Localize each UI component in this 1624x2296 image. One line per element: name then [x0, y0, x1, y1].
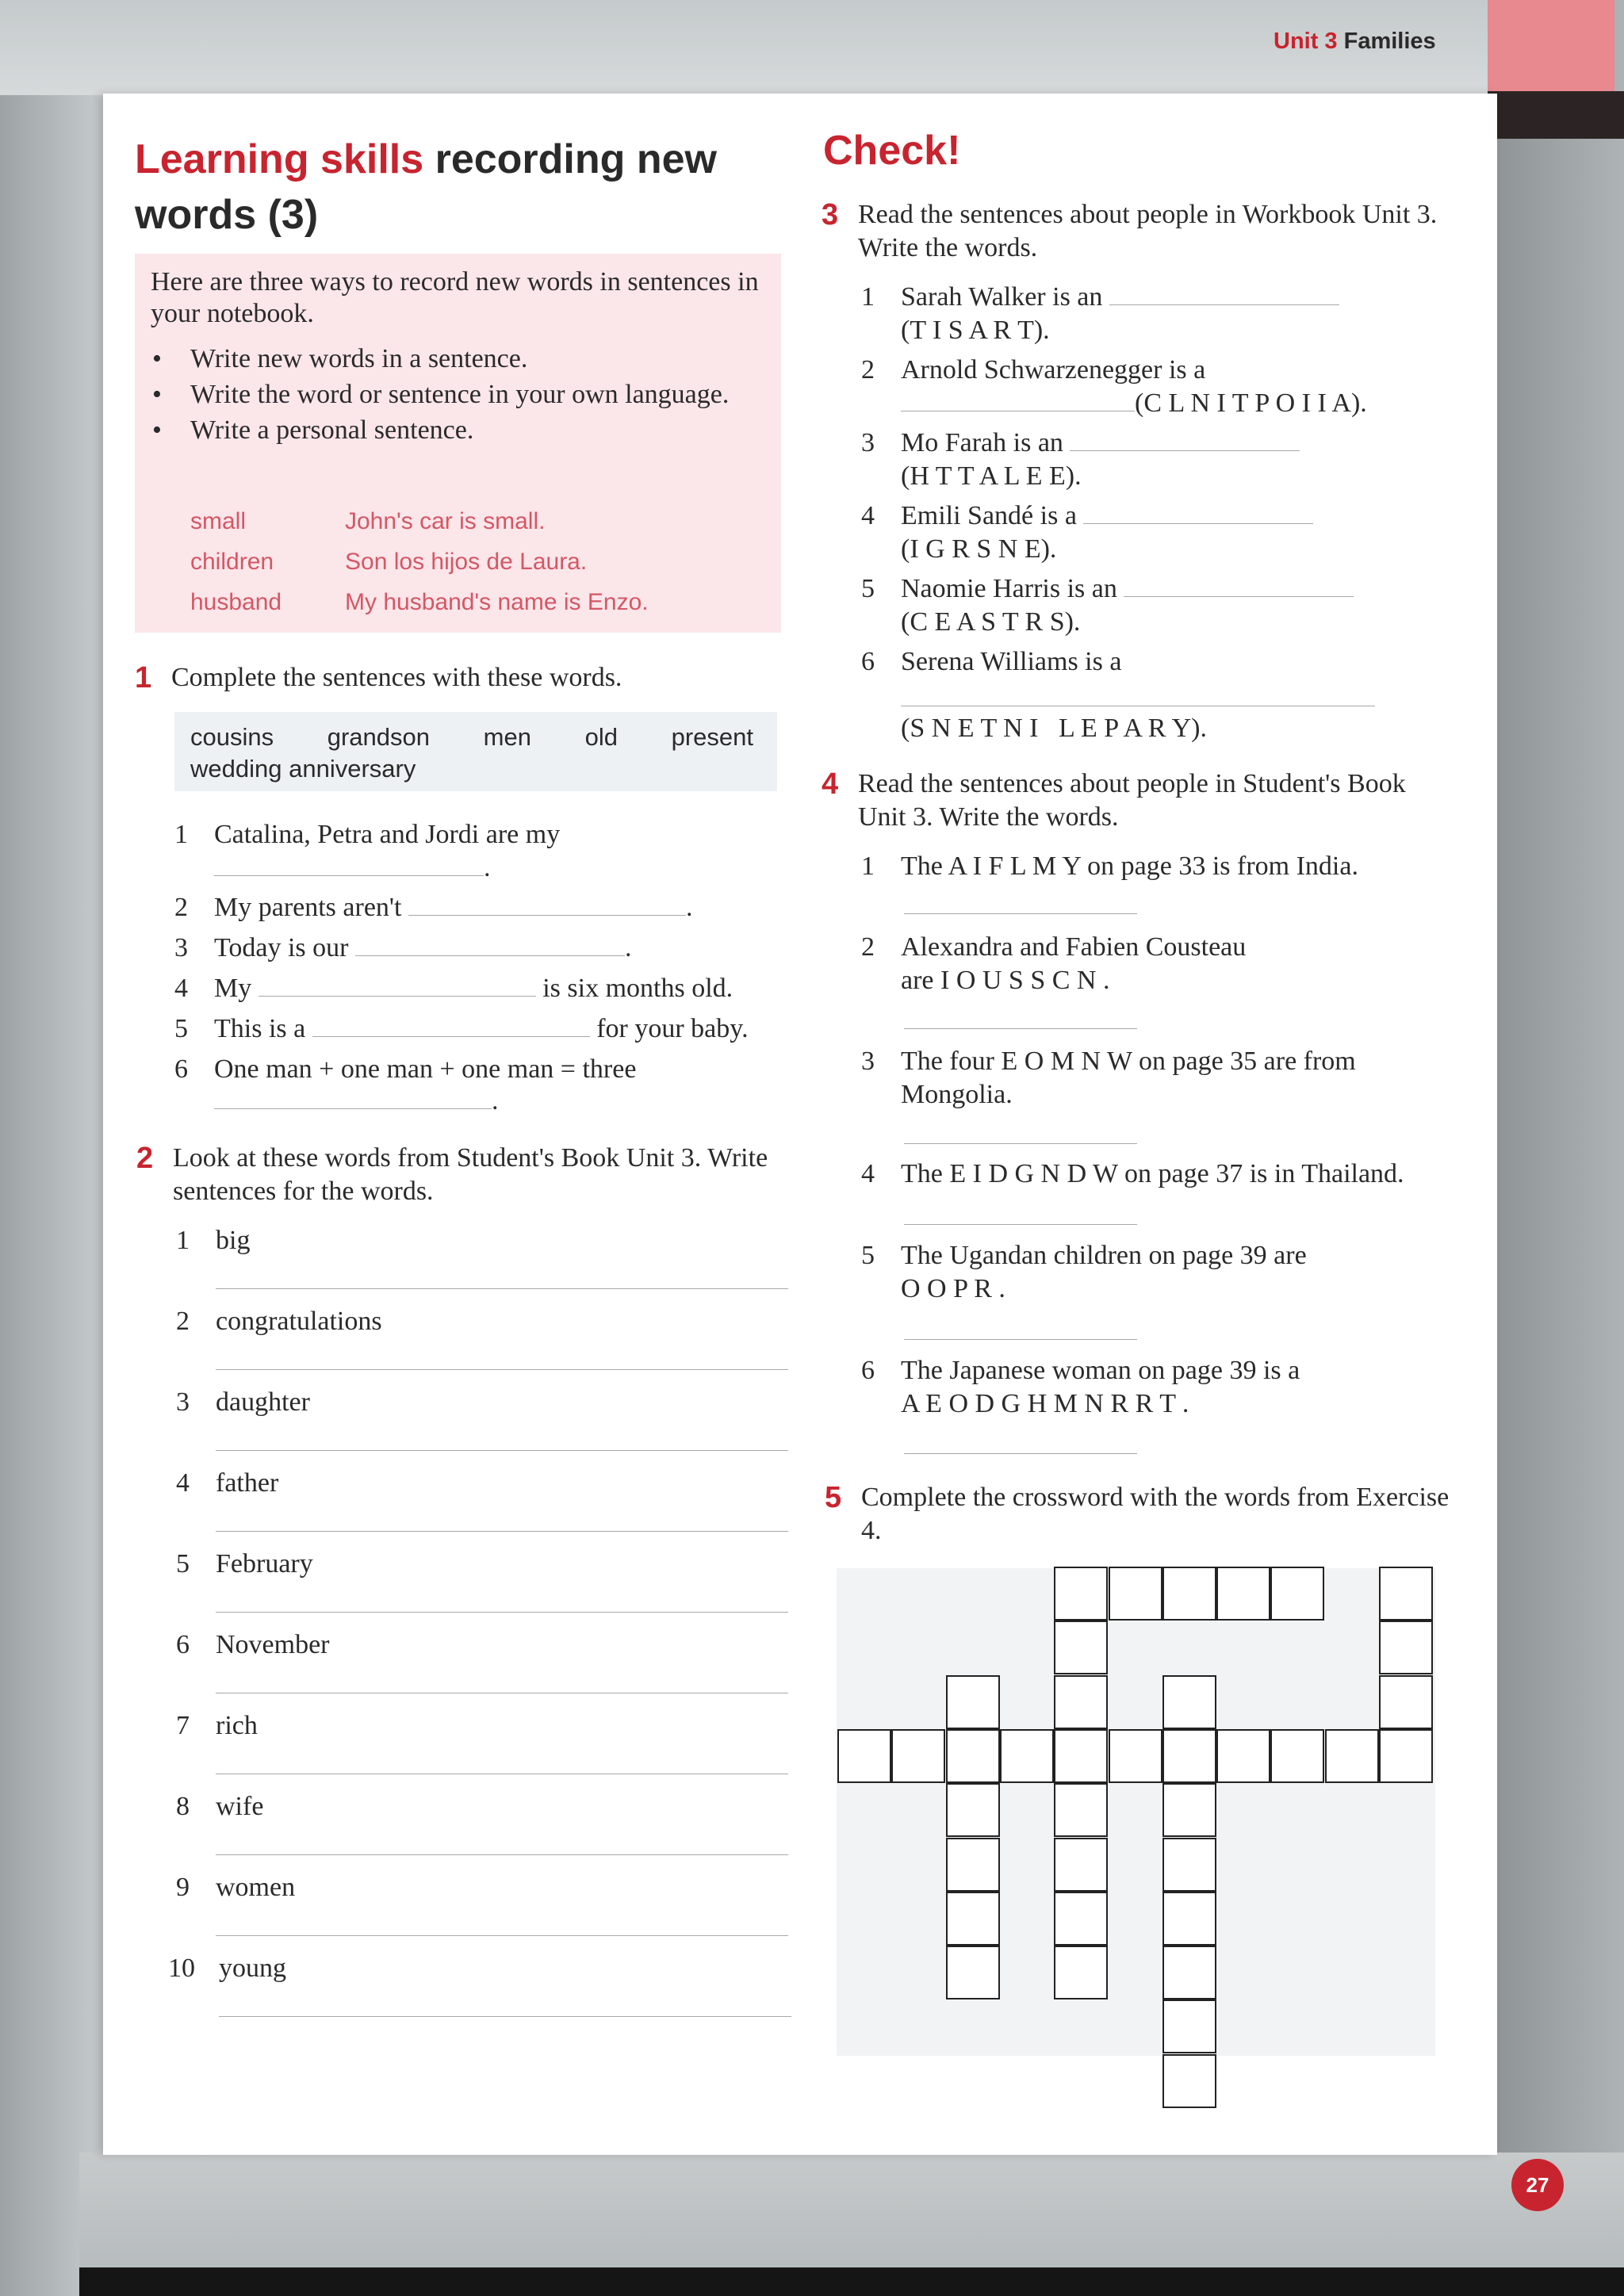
answer-blank[interactable] [259, 972, 536, 997]
item-word: daughter [216, 1387, 310, 1417]
item-text: The E I D G N D W on page 37 is in Thailand. [901, 1159, 1404, 1188]
scan-margin-left [0, 0, 111, 2296]
crossword-cell[interactable] [1379, 1621, 1433, 1674]
crossword-cell[interactable] [1054, 1783, 1108, 1837]
word-box-word: grandson [327, 723, 431, 751]
item-clue: (C E A S T R S). [901, 607, 1081, 637]
exercise-1-heading [135, 661, 785, 695]
answer-line[interactable] [901, 387, 1367, 420]
answer-line[interactable] [216, 1935, 788, 1936]
word-box [174, 712, 777, 791]
item-text: The Japanese woman on page 39 is a [901, 1356, 1300, 1385]
example-sentence: Son los hijos de Laura. [345, 548, 588, 575]
exercise-number: 1 [135, 661, 152, 695]
item-text: One man + one man + one man = three [214, 1054, 637, 1084]
item-text: The Ugandan children on page 39 are [901, 1241, 1307, 1270]
crossword-cell[interactable] [1109, 1567, 1162, 1621]
unit-title: Families [1343, 29, 1436, 54]
exercise-instruction: Read the sentences about people in Workbook Unit 3. Write the words. [858, 200, 1438, 262]
item-text: Arnold Schwarzenegger is a [901, 355, 1206, 385]
answer-line[interactable] [904, 1339, 1137, 1340]
item-number: 1 [176, 1226, 190, 1255]
crossword-cell[interactable] [946, 1838, 1000, 1892]
crossword-cell[interactable] [1216, 1567, 1270, 1621]
item-number: 3 [861, 1047, 875, 1076]
exercise-2-item [168, 1952, 286, 1985]
answer-line[interactable] [904, 1224, 1137, 1225]
item-number: 6 [176, 1630, 190, 1659]
crossword-cell[interactable] [1054, 1892, 1108, 1946]
item-number: 1 [861, 851, 875, 881]
crossword-cell[interactable] [1054, 1675, 1108, 1729]
crossword-background [837, 1568, 1435, 2056]
crossword-cell[interactable] [891, 1729, 945, 1783]
crossword-cell[interactable] [946, 1675, 1000, 1729]
item-word: young [219, 1954, 286, 1983]
exercise-3-item [861, 354, 1205, 387]
exercise-2-item [176, 1386, 310, 1419]
item-text: Mongolia. [901, 1080, 1013, 1109]
answer-line[interactable] [214, 1085, 499, 1118]
unit-tab [1488, 0, 1614, 91]
item-text: Today is our [214, 933, 349, 962]
page-number: 27 [1511, 2159, 1564, 2211]
item-text: The A I F L M Y on page 33 is from India. [901, 851, 1358, 881]
answer-blank[interactable] [1083, 499, 1313, 524]
item-clue: (H T T A L E E). [901, 461, 1082, 491]
answer-blank[interactable] [408, 891, 686, 916]
exercise-1-item [174, 932, 632, 965]
crossword-cell[interactable] [946, 1783, 1000, 1837]
page-header [1274, 29, 1436, 55]
item-number: 4 [861, 1159, 875, 1188]
item-word: congratulations [216, 1307, 382, 1336]
exercise-2-item [176, 1871, 295, 1904]
crossword-cell[interactable] [1270, 1729, 1324, 1783]
exercise-3-item [861, 572, 1354, 606]
crossword-cell[interactable] [1054, 1838, 1108, 1892]
item-number: 10 [168, 1954, 195, 1983]
item-number: 4 [861, 501, 875, 530]
learning-skills-label: Learning skills [135, 136, 424, 182]
item-text: A E O D G H M N R R T . [901, 1389, 1189, 1418]
item-word: father [216, 1468, 279, 1498]
item-text: Emili Sandé is a [901, 501, 1077, 530]
crossword-cell[interactable] [1054, 1946, 1108, 1999]
crossword-cell[interactable] [1162, 1567, 1216, 1621]
tip-bullet: • Write the word or sentence in your own language. [151, 377, 769, 412]
crossword-cell[interactable] [1379, 1567, 1433, 1621]
tip-intro: Here are three ways to record new words in sentences in your notebook. [151, 267, 759, 328]
item-clue: (C L N I T P O I I A). [1135, 388, 1367, 418]
exercise-4-item [861, 850, 1358, 883]
item-number: 7 [176, 1711, 190, 1740]
answer-line[interactable] [904, 1453, 1137, 1454]
crossword-cell[interactable] [1109, 1729, 1162, 1783]
item-word: women [216, 1873, 296, 1902]
exercise-instruction: Complete the crossword with the words from Exercise 4. [861, 1483, 1450, 1545]
item-text: Catalina, Petra and Jordi are my [214, 820, 561, 849]
exercise-3-item [861, 499, 1313, 533]
exercise-2-item [176, 1224, 250, 1257]
exercise-1-item [174, 1012, 749, 1046]
crossword-cell[interactable] [1000, 1729, 1054, 1783]
exercise-number: 3 [822, 198, 839, 232]
answer-blank[interactable] [901, 387, 1135, 411]
crossword-cell[interactable] [946, 1946, 1000, 1999]
crossword-cell[interactable] [1162, 1838, 1216, 1892]
exercise-4-item [861, 1045, 1356, 1112]
exercise-instruction: Read the sentences about people in Student's Book Unit 3. Write the words. [858, 769, 1406, 832]
unit-tab-dark [1488, 91, 1624, 139]
word-box-word: present [671, 723, 753, 751]
crossword-cell[interactable] [1216, 1729, 1270, 1783]
exercise-3-item [861, 427, 1300, 460]
check-title: Check! [823, 128, 961, 174]
item-text: Serena Williams is a [901, 647, 1122, 676]
exercise-1-item [174, 1053, 636, 1086]
exercise-1-item [174, 818, 560, 851]
item-text: Sarah Walker is an [901, 282, 1103, 312]
item-number: 5 [861, 1241, 875, 1270]
exercise-3-item [861, 281, 1339, 314]
scan-edge-bottom [79, 2267, 1624, 2296]
tip-bullets [151, 341, 769, 448]
word-box-word: cousins [190, 723, 274, 751]
item-number: 5 [861, 574, 875, 603]
exercise-4-item [861, 931, 1246, 997]
unit-label: Unit 3 [1274, 29, 1338, 54]
crossword-cell[interactable] [1162, 1783, 1216, 1837]
scan-margin-right [1488, 0, 1624, 2296]
item-number: 2 [861, 355, 875, 385]
crossword-cell[interactable] [1162, 1999, 1216, 2053]
item-number: 3 [861, 428, 875, 457]
answer-line[interactable] [216, 1288, 788, 1289]
answer-line[interactable] [904, 1143, 1137, 1144]
answer-blank[interactable] [355, 932, 625, 956]
example-word: small [190, 507, 247, 534]
exercise-4-item [861, 1354, 1300, 1421]
answer-blank[interactable] [1109, 281, 1339, 305]
item-text: Naomie Harris is an [901, 574, 1117, 603]
answer-blank[interactable] [1124, 572, 1354, 597]
item-clue: (S N E T N I L E P A R Y). [901, 714, 1207, 743]
item-text: This is a [214, 1014, 306, 1043]
answer-line[interactable] [904, 913, 1137, 914]
item-word: wife [216, 1792, 264, 1821]
word-box-line [190, 723, 777, 752]
exercise-3-item [861, 645, 1121, 679]
answer-blank[interactable] [214, 1085, 492, 1109]
example-sentence: John's car is small. [345, 507, 546, 534]
answer-line[interactable] [216, 1612, 788, 1613]
answer-line[interactable] [216, 1531, 788, 1532]
item-clue: (T I S A R T). [901, 316, 1050, 345]
item-word: rich [216, 1711, 258, 1740]
crossword-cell[interactable] [946, 1892, 1000, 1946]
exercise-2-item [176, 1467, 278, 1500]
item-text: for your baby. [596, 1014, 749, 1043]
item-number: 3 [174, 933, 188, 962]
item-text: are I O U S S C N . [901, 966, 1110, 995]
learning-skills-topic: recording new words (3) [135, 136, 717, 238]
crossword-cell[interactable] [946, 1729, 1000, 1783]
item-number: 2 [176, 1307, 190, 1336]
example-word: children [190, 548, 274, 575]
word-box-word: wedding anniversary [190, 755, 416, 783]
tip-examples [190, 501, 761, 622]
answer-blank[interactable] [312, 1012, 590, 1037]
crossword-cell[interactable] [1325, 1729, 1379, 1783]
item-text: . [625, 933, 632, 962]
answer-line[interactable] [219, 2016, 791, 2017]
item-number: 2 [174, 893, 188, 922]
answer-line[interactable] [214, 851, 491, 885]
item-text: . [686, 893, 693, 922]
exercise-2-item [176, 1305, 382, 1338]
item-text: My [214, 974, 252, 1003]
item-text: Mo Farah is an [901, 428, 1063, 457]
answer-line[interactable] [216, 1369, 788, 1370]
exercise-3-heading [822, 198, 1448, 265]
item-clue: (I G R S N E). [901, 534, 1057, 564]
crossword-cell[interactable] [1162, 1892, 1216, 1946]
exercise-4-item [861, 1158, 1404, 1191]
crossword-cell[interactable] [1162, 1946, 1216, 1999]
item-text: O O P R . [901, 1274, 1005, 1303]
item-number: 8 [176, 1792, 190, 1821]
exercise-2-item [176, 1790, 263, 1823]
item-text: . [492, 1086, 499, 1115]
crossword-cell[interactable] [1270, 1567, 1324, 1621]
item-text: My parents aren't [214, 893, 402, 922]
item-word: February [216, 1549, 313, 1578]
item-number: 4 [176, 1468, 190, 1498]
item-number: 9 [176, 1873, 190, 1902]
exercise-number: 2 [136, 1142, 154, 1175]
exercise-4-heading [822, 767, 1448, 834]
example-sentence: My husband's name is Enzo. [345, 588, 649, 615]
example-word: husband [190, 588, 282, 615]
answer-blank[interactable] [1070, 427, 1300, 451]
example-row [190, 582, 761, 622]
item-word: big [216, 1226, 251, 1255]
exercise-4-item [861, 1239, 1307, 1306]
item-number: 3 [176, 1387, 190, 1417]
exercise-2-item [176, 1628, 330, 1662]
crossword-cell[interactable] [1054, 1729, 1108, 1783]
item-number: 1 [861, 282, 875, 312]
exercise-5-heading [825, 1481, 1451, 1548]
exercise-2-heading [136, 1142, 787, 1208]
item-word: November [216, 1630, 330, 1659]
item-number: 5 [174, 1014, 188, 1043]
exercise-2-item [176, 1548, 313, 1581]
answer-blank[interactable] [214, 851, 484, 876]
example-row [190, 501, 761, 541]
exercise-instruction: Look at these words from Student's Book Unit 3. Write sentences for the words. [173, 1143, 768, 1206]
answer-line[interactable] [216, 1450, 788, 1451]
item-text: Alexandra and Fabien Cousteau [901, 932, 1247, 962]
exercise-1-item [174, 972, 733, 1005]
item-number: 6 [861, 1356, 875, 1385]
exercise-instruction: Complete the sentences with these words. [171, 663, 622, 692]
crossword-cell[interactable] [1162, 2054, 1216, 2108]
exercise-1-item [174, 891, 693, 924]
crossword-cell[interactable] [1379, 1729, 1433, 1783]
item-number: 6 [861, 647, 875, 676]
tip-bullet: • Write new words in a sentence. [151, 341, 769, 377]
crossword-cell[interactable] [1379, 1675, 1433, 1729]
item-text: The four E O M N W on page 35 are from [901, 1047, 1356, 1076]
item-text: is six months old. [542, 974, 733, 1003]
crossword-cell[interactable] [1054, 1621, 1108, 1674]
word-box-word: men [483, 723, 531, 751]
item-number: 1 [174, 820, 188, 849]
example-row [190, 541, 761, 582]
item-number: 5 [176, 1549, 190, 1578]
learning-skills-title [135, 132, 801, 243]
exercise-2-item [176, 1709, 258, 1743]
item-number: 2 [861, 932, 875, 962]
crossword-cell[interactable] [837, 1729, 891, 1783]
item-number: 6 [174, 1054, 188, 1084]
crossword-cell[interactable] [1054, 1567, 1108, 1621]
exercise-number: 4 [822, 767, 839, 801]
answer-line[interactable] [904, 1028, 1137, 1029]
word-box-word: old [584, 723, 618, 751]
crossword-cell[interactable] [1162, 1675, 1216, 1729]
crossword-cell[interactable] [1162, 1729, 1216, 1783]
item-number: 4 [174, 974, 188, 1003]
tip-bullet: • Write a personal sentence. [151, 412, 769, 448]
answer-line[interactable] [216, 1854, 788, 1855]
item-text: . [484, 853, 491, 882]
exercise-number: 5 [825, 1481, 842, 1514]
